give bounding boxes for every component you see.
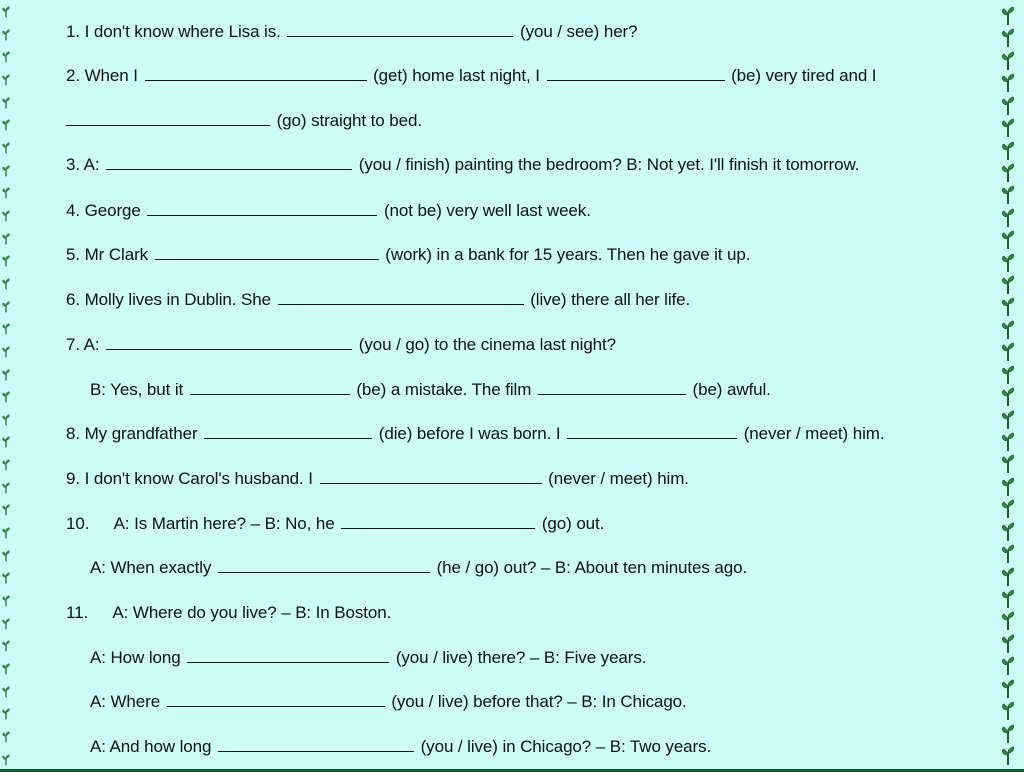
sprig-icon (998, 679, 1018, 699)
sprig-icon (998, 477, 1018, 497)
answer-blank[interactable] (145, 66, 367, 81)
sprig-icon (0, 97, 12, 109)
exercise-text: A: And how long (90, 737, 212, 756)
sprig-icon (998, 724, 1018, 744)
answer-blank[interactable] (167, 692, 385, 707)
exercise-text: (you / see) her? (520, 22, 638, 41)
sprig-icon (998, 253, 1018, 273)
exercise-text: I don't know Carol's husband. I (84, 469, 313, 488)
sprig-icon (0, 572, 12, 584)
exercise-text: (live) there all her life. (530, 290, 691, 309)
sprig-icon (0, 550, 12, 562)
answer-blank[interactable] (147, 201, 377, 216)
sprig-icon (998, 365, 1018, 385)
exercise-text: My grandfather (84, 424, 198, 443)
sprig-icon (998, 701, 1018, 721)
sprig-icon (0, 527, 12, 539)
sprig-icon (0, 346, 12, 358)
exercise-number: 11. (66, 603, 89, 622)
exercise-text: (die) before I was born. I (378, 424, 561, 443)
answer-blank[interactable] (278, 290, 524, 305)
sprig-icon (0, 301, 12, 313)
exercise-text: A: (83, 155, 100, 174)
exercise-text: (be) a mistake. The film (356, 380, 532, 399)
sprig-icon (0, 640, 12, 652)
sprig-icon (998, 387, 1018, 407)
sprig-icon (998, 611, 1018, 631)
sprig-icon (0, 618, 12, 630)
exercise-3 (66, 155, 859, 175)
answer-blank[interactable] (187, 648, 389, 663)
sprig-icon (998, 6, 1018, 26)
exercise-6 (66, 290, 690, 310)
answer-blank[interactable] (287, 22, 513, 37)
sprig-icon (998, 96, 1018, 116)
exercise-11-where (90, 692, 687, 712)
answer-blank[interactable] (66, 111, 270, 126)
exercise-text: (you / go) to the cinema last night? (358, 335, 617, 354)
sprig-icon (0, 482, 12, 494)
sprig-icon (0, 708, 12, 720)
sprig-icon (0, 142, 12, 154)
sprig-icon (0, 731, 12, 743)
sprig-icon (998, 746, 1018, 766)
sprig-icon (0, 414, 12, 426)
exercise-text: Molly lives in Dublin. She (84, 290, 271, 309)
exercise-number: 3. (66, 155, 80, 174)
sprig-icon (998, 230, 1018, 250)
exercise-text: (get) home last night, I (373, 66, 540, 85)
exercise-2 (66, 66, 876, 86)
sprig-icon (998, 454, 1018, 474)
exercise-text: (never / meet) him. (743, 424, 885, 443)
sprig-icon (0, 278, 12, 290)
sprig-icon (0, 663, 12, 675)
exercise-text: (he / go) out? – B: About ten minutes ago. (436, 558, 748, 577)
sprig-icon (0, 754, 12, 766)
exercise-9 (66, 469, 689, 489)
left-decorative-border (0, 0, 18, 772)
sprig-icon (0, 187, 12, 199)
exercise-7-reply (90, 380, 771, 400)
answer-blank[interactable] (106, 155, 352, 170)
sprig-icon (0, 210, 12, 222)
exercise-text: George (84, 201, 141, 220)
answer-blank[interactable] (106, 335, 352, 350)
answer-blank[interactable] (190, 380, 350, 395)
answer-blank[interactable] (320, 469, 542, 484)
exercise-text: A: (83, 335, 100, 354)
exercise-11-and-how-long (90, 737, 711, 757)
sprig-icon (0, 595, 12, 607)
exercise-number: 6. (66, 290, 80, 309)
exercise-text: Mr Clark (84, 245, 149, 264)
exercise-text: (you / live) there? – B: Five years. (395, 648, 647, 667)
answer-blank[interactable] (155, 245, 379, 260)
exercise-text: A: How long (90, 648, 181, 667)
sprig-icon (0, 29, 12, 41)
exercise-text: (go) out. (541, 514, 605, 533)
sprig-icon (998, 634, 1018, 654)
sprig-icon (998, 118, 1018, 138)
exercise-10 (66, 514, 604, 534)
sprig-icon (998, 432, 1018, 452)
exercise-1 (66, 22, 637, 42)
sprig-icon (0, 459, 12, 471)
answer-blank[interactable] (538, 380, 686, 395)
exercise-10-followup (90, 558, 747, 578)
sprig-icon (0, 504, 12, 516)
answer-blank[interactable] (218, 737, 414, 752)
exercise-text: I don't know where Lisa is. (84, 22, 281, 41)
sprig-icon (998, 297, 1018, 317)
exercise-text: (you / finish) painting the bedroom? B: Not yet. I'll finish it tomorrow. (358, 155, 860, 174)
exercise-text: When I (84, 66, 138, 85)
sprig-icon (998, 275, 1018, 295)
right-decorative-border (998, 0, 1024, 772)
exercise-4 (66, 201, 591, 221)
answer-blank[interactable] (547, 66, 725, 81)
sprig-icon (0, 323, 12, 335)
sprig-icon (998, 320, 1018, 340)
exercise-2-continued (66, 111, 422, 131)
exercise-8 (66, 424, 884, 444)
sprig-icon (0, 233, 12, 245)
sprig-icon (0, 436, 12, 448)
exercise-text: (be) very tired and I (731, 66, 877, 85)
answer-blank[interactable] (204, 424, 372, 439)
exercise-11 (66, 603, 391, 623)
exercise-5 (66, 245, 750, 265)
sprig-icon (998, 185, 1018, 205)
sprig-icon (998, 544, 1018, 564)
exercise-number: 5. (66, 245, 80, 264)
sprig-icon (0, 6, 12, 18)
exercise-text: B: Yes, but it (90, 380, 184, 399)
sprig-icon (0, 255, 12, 267)
sprig-icon (0, 51, 12, 63)
sprig-icon (998, 522, 1018, 542)
exercise-number: 9. (66, 469, 80, 488)
sprig-icon (998, 28, 1018, 48)
sprig-icon (998, 141, 1018, 161)
exercise-number: 10. (66, 514, 90, 533)
exercise-text: (go) straight to bed. (276, 111, 422, 130)
sprig-icon (0, 686, 12, 698)
exercise-number: 8. (66, 424, 80, 443)
sprig-icon (998, 567, 1018, 587)
sprig-icon (998, 208, 1018, 228)
exercise-number: 7. (66, 335, 80, 354)
exercise-number: 4. (66, 201, 80, 220)
sprig-icon (0, 165, 12, 177)
sprig-icon (998, 342, 1018, 362)
sprig-icon (0, 74, 12, 86)
exercise-text: A: When exactly (90, 558, 212, 577)
exercise-text: A: Is Martin here? – B: No, he (113, 514, 335, 533)
sprig-icon (998, 73, 1018, 93)
sprig-icon (0, 119, 12, 131)
sprig-icon (998, 51, 1018, 71)
exercise-text: A: Where (90, 692, 161, 711)
exercise-number: 2. (66, 66, 80, 85)
exercise-text: A: Where do you live? – B: In Boston. (112, 603, 392, 622)
sprig-icon (998, 499, 1018, 519)
exercise-text: (you / live) in Chicago? – B: Two years. (420, 737, 712, 756)
exercise-text: (never / meet) him. (548, 469, 689, 488)
sprig-icon (0, 391, 12, 403)
answer-blank[interactable] (341, 514, 535, 529)
answer-blank[interactable] (218, 558, 430, 573)
exercise-text: (be) awful. (692, 380, 771, 399)
sprig-icon (998, 589, 1018, 609)
answer-blank[interactable] (567, 424, 737, 439)
exercise-text: (work) in a bank for 15 years. Then he gave it up. (385, 245, 751, 264)
exercise-11-how-long (90, 648, 646, 668)
sprig-icon (998, 163, 1018, 183)
exercise-text: (not be) very well last week. (383, 201, 591, 220)
exercise-number: 1. (66, 22, 80, 41)
sprig-icon (0, 369, 12, 381)
exercise-text: (you / live) before that? – B: In Chicago. (391, 692, 687, 711)
sprig-icon (998, 656, 1018, 676)
sprig-icon (998, 410, 1018, 430)
exercise-7 (66, 335, 616, 355)
